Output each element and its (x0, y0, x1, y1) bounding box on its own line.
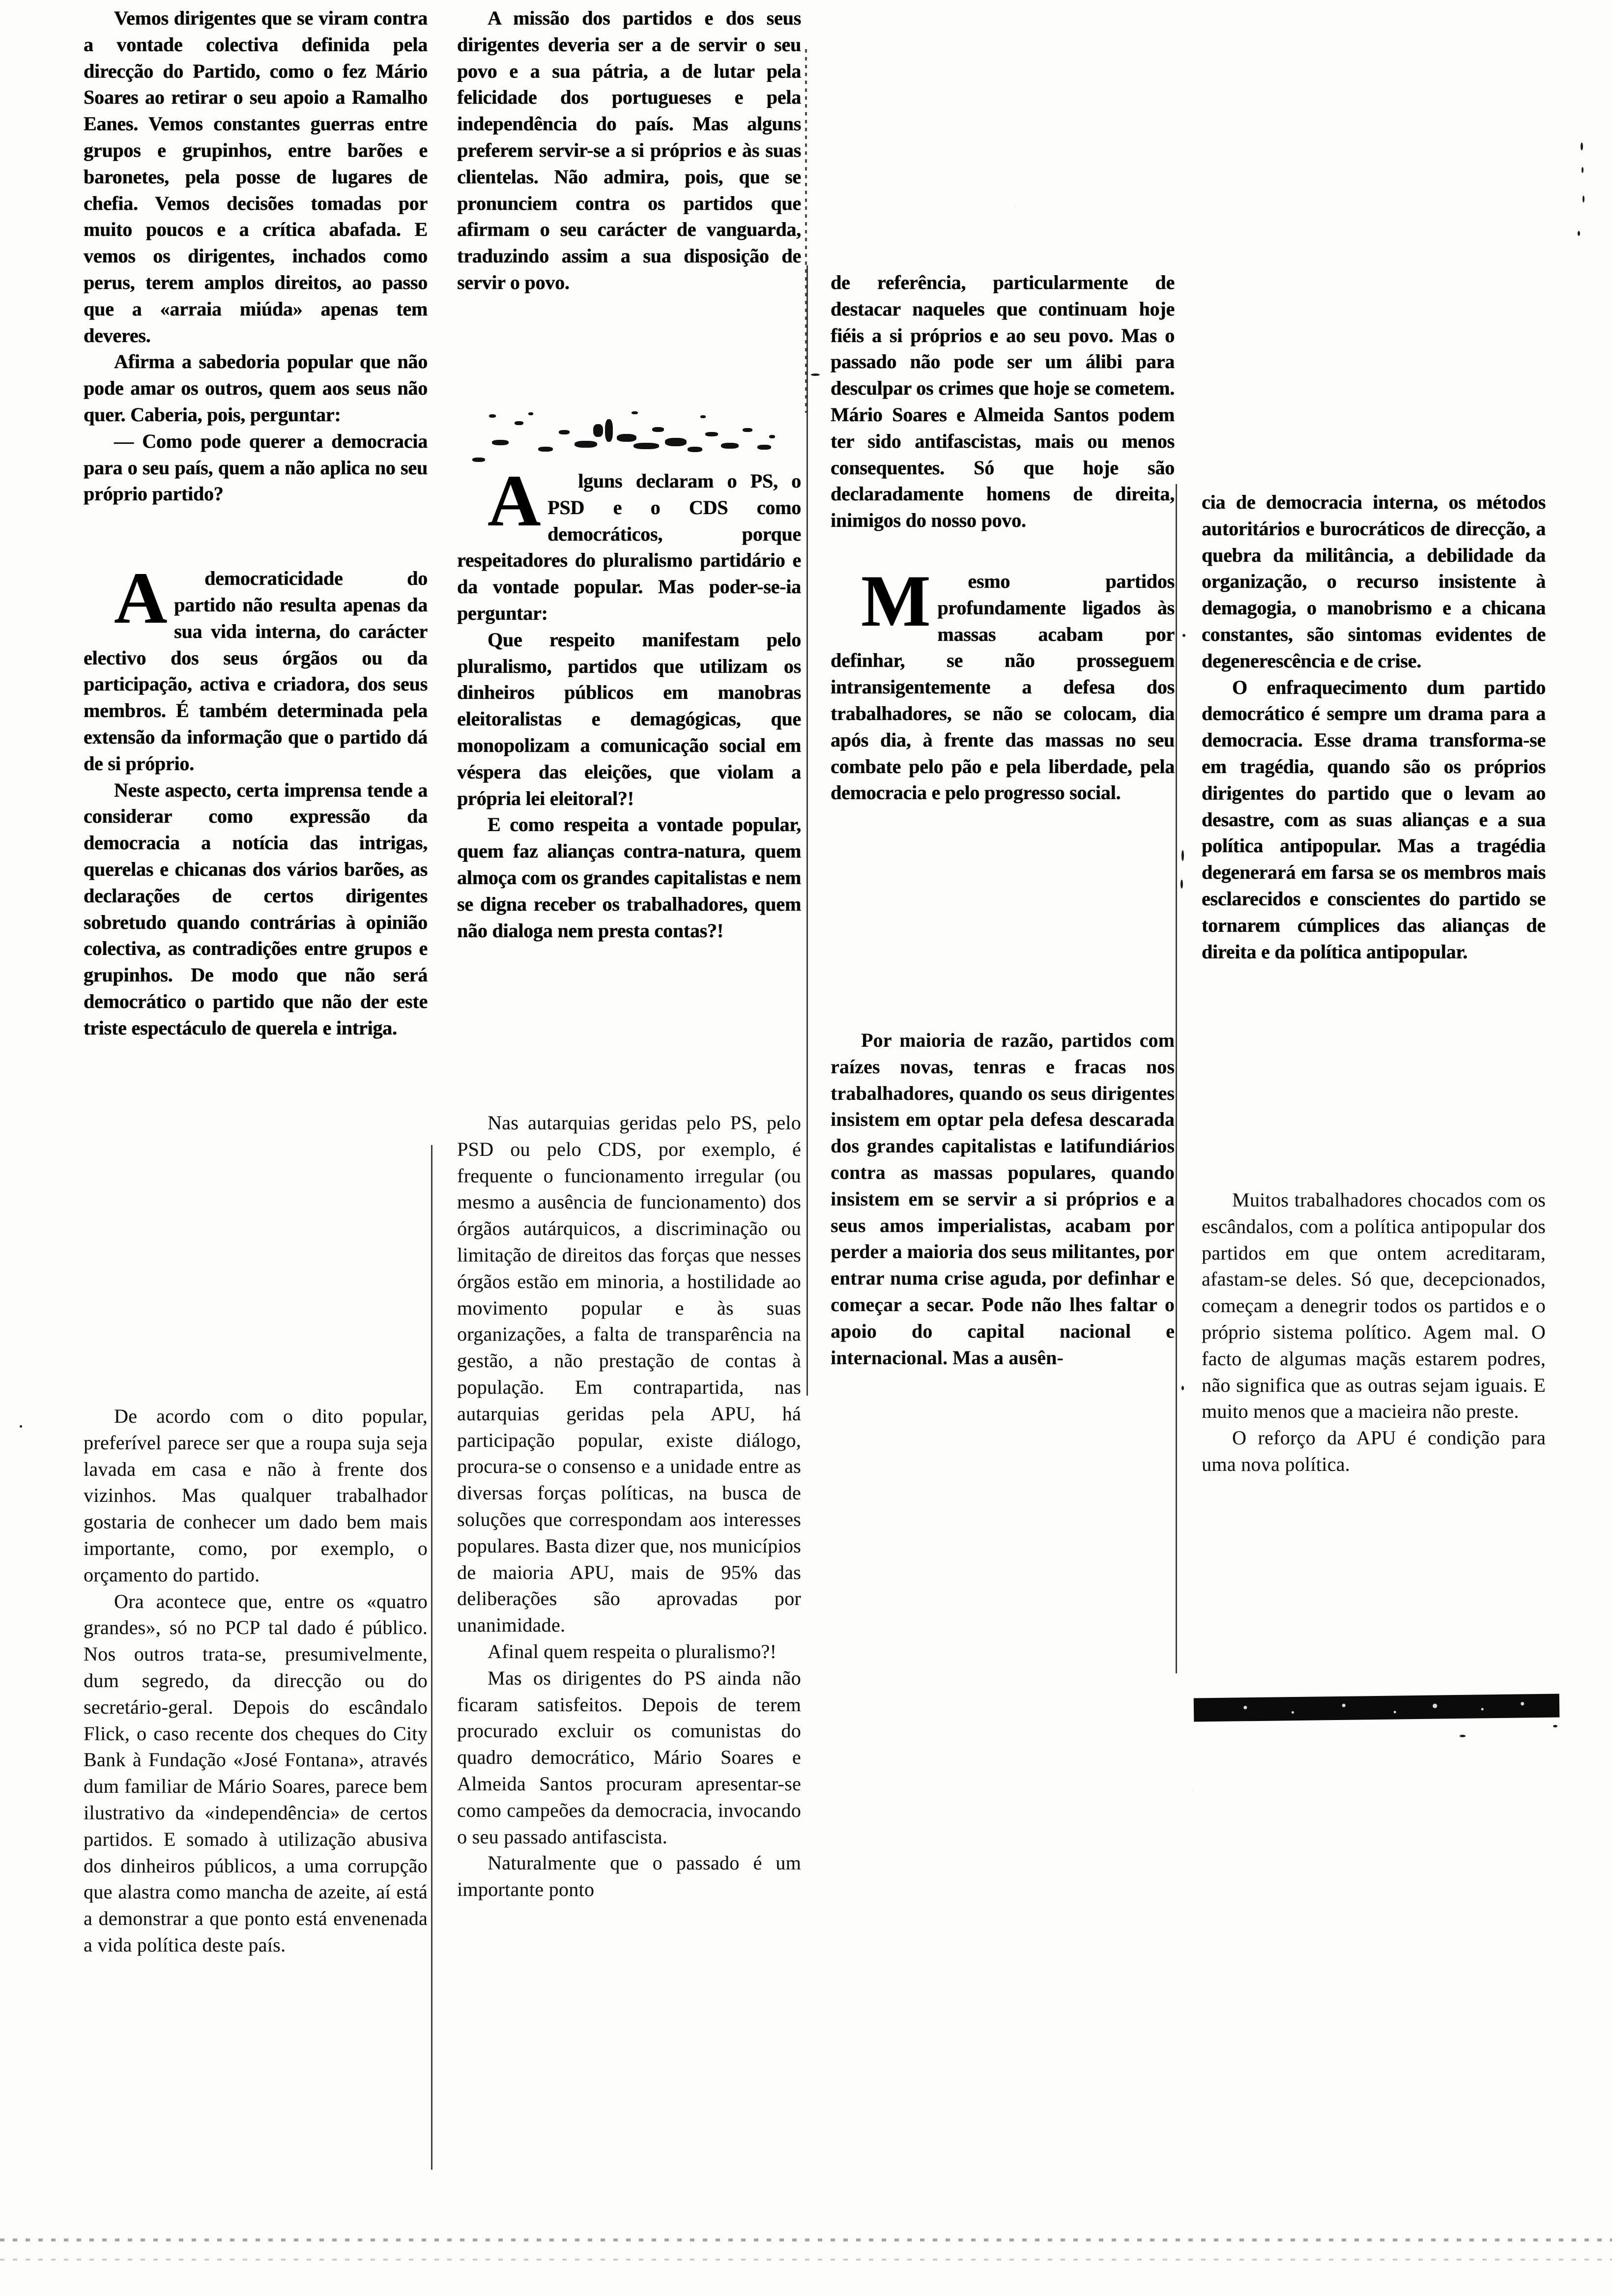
paragraph: Nas autarquias geridas pelo PS, pelo PSD ou pelo CDS, por exemplo, é frequente o funcionamento irregular (ou mesmo a ausência de funcionamento) dos órgãos autárquicos, a discriminação ou limitação de direitos das forças que nesses órgãos estão em minoria, a hostilidade ao movimento popular e às suas organizações, a falta de transparência na gestão, a não prestação de contas à população. Em contrapartida, nas autarquias geridas pela APU, há participação popular, existe diálogo, procura-se o consenso e a unidade entre as diversas forças políticas, na busca de soluções que correspondam aos interesses populares. Basta dizer que, nos municípios de maioria APU, mais de 95% das deliberações são aprovadas por unanimidade. (457, 1112, 801, 1636)
column-3 (831, 269, 1175, 806)
paragraph: Afirma a sabedoria popular que não pode amar os outros, quem aos seus não quer. Caberia, pois, perguntar: (84, 350, 428, 426)
column-4-lower (1202, 1187, 1546, 1478)
paragraph: De acordo com o dito popular, preferível parece ser que a roupa suja seja lavada em casa e não à frente dos vizinhos. Mas qualquer trabalhador gostaria de conhecer um dado bem mais importante, como, por exemplo, o orçamento do partido. (84, 1405, 428, 1586)
column-rule-2-3 (806, 265, 808, 1396)
column-2-dropcap-body (457, 460, 801, 944)
scan-speck (1460, 1735, 1466, 1737)
dropcap-letter: M (861, 560, 931, 642)
scan-speck (20, 1425, 22, 1428)
paragraph: Muitos trabalhadores chocados com os escândalos, com a política antipopular dos partidos em que ontem acreditaram, afastam-se deles. Só que, decepcionados, começam a denegrir todos os partidos e o próprio sistema político. Agem mal. O facto de algumas maçãs estarem podres, não significa que as outras sejam iguais. E muito menos que a macieira não preste. (1202, 1189, 1546, 1423)
paragraph: Afinal quem respeita o pluralismo?! (488, 1640, 777, 1663)
column-2 (457, 5, 801, 296)
scan-speck (1582, 167, 1583, 173)
paragraph-text: lguns declaram o PS, o PSD e o CDS como democráticos, porque respeitadores do pluralismo partidário e da vontade popular. Mas poder-se-ia perguntar: (457, 470, 801, 624)
paragraph-with-dropcap (831, 560, 1175, 806)
column-4-body (1202, 489, 1546, 965)
column-4 (1202, 489, 1546, 965)
paragraph: O enfraquecimento dum partido democrático é sempre um drama para a democracia. Esse drama transforma-se em tragédia, quando são os próprios dirigentes do partido que o levam ao desastre, com as suas alianças e a sua política antipopular. Mas a tragédia degenerará em farsa se os membros mais esclarecidos e conscientes do partido se tornarem cúmplices das alianças de direita e da política antipopular. (1202, 676, 1546, 963)
scan-speck (1181, 1386, 1184, 1390)
scan-speck (811, 373, 820, 376)
column-2-body (457, 5, 801, 296)
column-rule-1-2 (431, 1145, 432, 2170)
paragraph: O reforço da APU é condição para uma nova política. (1202, 1427, 1546, 1475)
column-3-lower-body (831, 1027, 1175, 1371)
scan-speck (1578, 231, 1580, 236)
paragraph: Que respeito manifestam pelo pluralismo, partidos que utilizam os dinheiros públicos em manobras eleitoralistas e demagógicas, que monopolizam a comunicação social em véspera das eleições, que violam a própria lei eleitoral?! (457, 628, 801, 809)
column-rule-3-4 (1176, 484, 1177, 1673)
scan-speck (1583, 196, 1584, 202)
paragraph: E como respeita a vontade popular, quem faz alianças contra-natura, quem almoça com os grandes capitalistas e nem se digna receber os trabalhadores, quem não dialoga nem presta contas?! (457, 813, 801, 942)
dropcap-letter: A (114, 557, 168, 639)
paragraph: Mas os dirigentes do PS ainda não ficaram satisfeitos. Depois de terem procurado excluir os comunistas do quadro democrático, Mário Soares e Almeida Santos procuram apresentar-se como campeões da democracia, invocando o seu passado antifascista. (457, 1666, 801, 1848)
paragraph: Neste aspecto, certa imprensa tende a considerar como expressão da democracia a notícia das intrigas, querelas e chicanas dos vários barões, as declarações de certos dirigentes sobretudo quando contrárias à opinião colectiva, as contradições entre grupos e grupinhos. De modo que não será democrático o partido que não der este triste espectáculo de querela e intriga. (84, 778, 428, 1039)
paragraph-text: democraticidade do partido não resulta apenas da sua vida interna, do carácter electivo dos seus órgãos ou da participação, activa e criadora, dos seus membros. É também determinada pela extensão da informação que o partido dá de si próprio. (84, 567, 428, 775)
paragraph: de referência, particularmente de destacar naqueles que continuam hoje fiéis a si próprios e ao seu povo. Mas o passado não pode ser um álibi para desculpar os crimes que hoje se cometem. Mário Soares e Almeida Santos podem ter sido antifascistas, mais ou menos consequentes. Só que hoje são declaradamente homens de direita, inimigos do nosso povo. (831, 271, 1175, 532)
column-2-lower-body (457, 1110, 801, 1903)
paragraph: Ora acontece que, entre os «quatro grandes», só no PCP tal dado é público. Nos outros trata-se, presumivelmente, dum segredo, da direcção ou do secretário-geral. Depois do escândalo Flick, o caso recente dos cheques do City Bank à Fundação «José Fontana», através dum familiar de Mário Soares, parece bem ilustrativo da «independência» de certos partidos. E somado à utilização abusiva dos dinheiros públicos, a uma corrupção que alastra como mancha de azeite, aí está a demonstrar a que ponto está envenenada a vida política deste país. (84, 1590, 428, 1956)
dropcap-letter: A (488, 460, 541, 542)
paragraph: — Como pode querer a democracia para o seu país, quem a não aplica no seu próprio partido? (84, 430, 428, 505)
paragraph: Naturalmente que o passado é um importante ponto (457, 1852, 801, 1901)
paragraph-gap (84, 507, 428, 565)
column-3-body (831, 269, 1175, 806)
scan-speck (1182, 634, 1185, 637)
column-2-lower (457, 1110, 801, 1903)
scan-speck (1581, 143, 1583, 150)
paragraph-with-dropcap (457, 460, 801, 627)
scan-edge-bottom (0, 2239, 1612, 2241)
column-1-body (84, 5, 428, 1041)
black-bar-col4 (1194, 1694, 1559, 1721)
scan-speck (1180, 880, 1183, 889)
paragraph: Vemos dirigentes que se viram contra a vontade colectiva definida pela direcção do Partido, como o fez Mário Soares ao retirar o seu apoio a Ramalho Eanes. Vemos constantes guerras entre grupos e grupinhos, entre barões e baronetes, pela posse de lugares de chefia. Vemos decisões tomadas por muito poucos e a crítica abafada. E vemos os dirigentes, inchados como perus, terem amplos direitos, ao passo que a «arraia miúda» apenas tem deveres. (84, 7, 428, 346)
column-1-lower (84, 1403, 428, 1958)
paragraph-text: esmo partidos profundamente ligados às massas acabam por definhar, se não prosseguem intransigentemente a defesa dos trabalhadores, se não se colocam, dia após dia, à frente das massas no seu combate pelo pão e pela liberdade, pela democracia e pelo progresso social. (831, 570, 1175, 804)
scan-speck (1181, 850, 1184, 861)
column-3-lower (831, 1027, 1175, 1371)
column-4-lower-body (1202, 1187, 1546, 1478)
paragraph: Por maioria de razão, partidos com raízes novas, tenras e fracas nos trabalhadores, quando os seus dirigentes insistem em optar pela defesa descarada dos grandes capitalistas e latifundiários contra as massas populares, quando insistem em se servir a si próprios e a seus amos imperialistas, acabam por perder a maioria dos seus militantes, por entrar numa crise aguda, por definhar e começar a secar. Pode não lhes faltar o apoio do capital nacional e internacional. Mas a ausên- (831, 1029, 1175, 1369)
column-1-lower-body (84, 1403, 428, 1958)
paragraph-with-dropcap (84, 557, 428, 776)
column-2-dropcap-section (457, 460, 801, 944)
scan-edge-bottom-2 (0, 2259, 1612, 2261)
column-1 (84, 5, 428, 1041)
paragraph: A missão dos partidos e dos seus dirigentes deveria ser a de servir o seu povo e a sua pátria, a de lutar pela felicidade dos portugueses e pela independência do país. Mas alguns preferem servir-se a si próprios e às suas clientelas. Não admira, pois, que se pronunciem contra os partidos que afirmam o seu carácter de vanguarda, traduzindo assim a sua disposição de servir o povo. (457, 7, 801, 293)
scan-speck (1553, 1725, 1557, 1727)
paragraph: cia de democracia interna, os métodos autoritários e burocráticos de direcção, a quebra da militância, a debilidade da organização, o recurso insistente à demagogia, o manobrismo e a chicana constantes, são sintomas evidentes de degenerescência e de crise. (1202, 491, 1546, 672)
